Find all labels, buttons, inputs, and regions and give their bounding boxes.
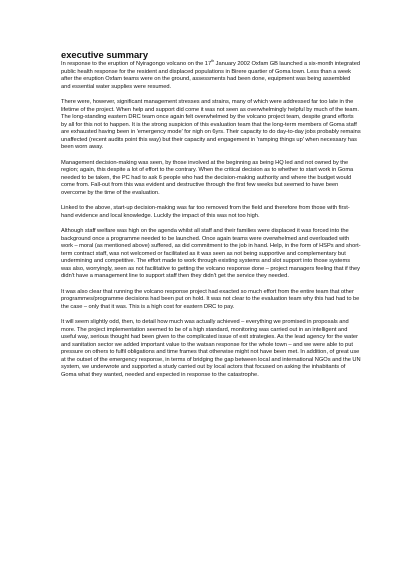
document-body: [61, 49, 361, 387]
intro-text-start: In response to the eruption of Nyiragongo volcano on the 17: [61, 61, 212, 67]
paragraph-decision-making: Management decision-making was seen, by those involved at the beginning as being HQ led and not owned by the region; again, this despite a lot of effort to the contrary. When the critical decision as to whether to start work in Goma needed to be taken, the PC had to ask 6 people who had the decision-making authority and where the budget would come from. Fall-out from this was evident and destructive through the first few weeks but seemed to have been overcome by the time of the evaluation.: [61, 159, 354, 196]
paragraph-start-up: Linked to the above, start-up decision-making was far too removed from the field and therefore from those with first-hand evidence and local knowledge. Luckily the impact of this was not too high.: [61, 205, 350, 219]
page-title: executive summary: [61, 49, 149, 60]
paragraph-cost: It was also clear that running the volcano response project had exacted so much effort from the entire team that other programmes/programme decisions had been put on hold. It was not clear to the evaluation team why this had had to be the case – only that it was. This is a high cost for eastern DRC to pay.: [61, 288, 360, 310]
paragraph-achievements: It will seem slightly odd, then, to detail how much was actually achieved – everything we promised in proposals and more. The project implementation seemed to be of a high standard, monitoring was carried out in an intelligent and useful way, serious thought had been given to the complicated issue of exit strategies. As the lead agency for the water and sanitation sector we added important value to the watsan response for the whole town – and we were able to put pressure on others to fulfil obligations and time frames that otherwise might not have been met. In addition, of great use at the outset of the emergency response, in terms of bridging the gap between local and international NGOs and the UN system, we underwrote and supported a study carried out by local actors that focused on asking the inhabitants of Goma what they wanted, needed and expected in response to the catastrophe.: [61, 319, 361, 378]
paragraph-management-stresses: There were, however, significant management stresses and strains, many of which were addressed far too late in the lifetime of the project. When help and support did come it was not seen as overwhelmingly helpful by much of the team. The long-standing eastern DRC team once again felt overwhelmed by the volcano project team, despite grand efforts by all for this not to happen. It is the strong suspicion of this evaluation team that the long-term members of Goma staff are exhausted having been in 'emergency mode' for nigh on 6yrs. Their capacity to do day-to-day jobs probably remains unaffected (recent audits point this way) but their capacity and engagement in 'ramping things up' when necessary has been worn away.: [61, 99, 361, 150]
paragraph-intro: [61, 61, 361, 91]
paragraph-staff-welfare: Although staff welfare was high on the agenda whilst all staff and their families were displaced it was forced into the background once a programme needed to be launched. Once again teams were overwhelmed and overloaded with work – moral (as mentioned above) suffered, as did commitment to the job in hand. Help, in the form of HSPs and short-term contract staff, was not welcomed or facilitated as it was seen as not being supportive and complementary but undermining and competitive. The effort made to work through existing systems and slot support into those systems was also, worryingly, seen as not facilitative to getting the volcano response done – project managers feeling that if they didn't have a management line to support staff then they didn't get the service they needed.: [61, 228, 361, 279]
ordinal-suffix: th: [211, 59, 215, 64]
intro-text-end: January 2002 Oxfam GB launched a six-month integrated public health response for the resident and displaced populations in Birere quartier of Goma town. Less than a week after the eruption Oxfam teams were on the ground, assessments had been done, equipment was being assembled and essential water supplies were resumed.: [61, 61, 361, 90]
